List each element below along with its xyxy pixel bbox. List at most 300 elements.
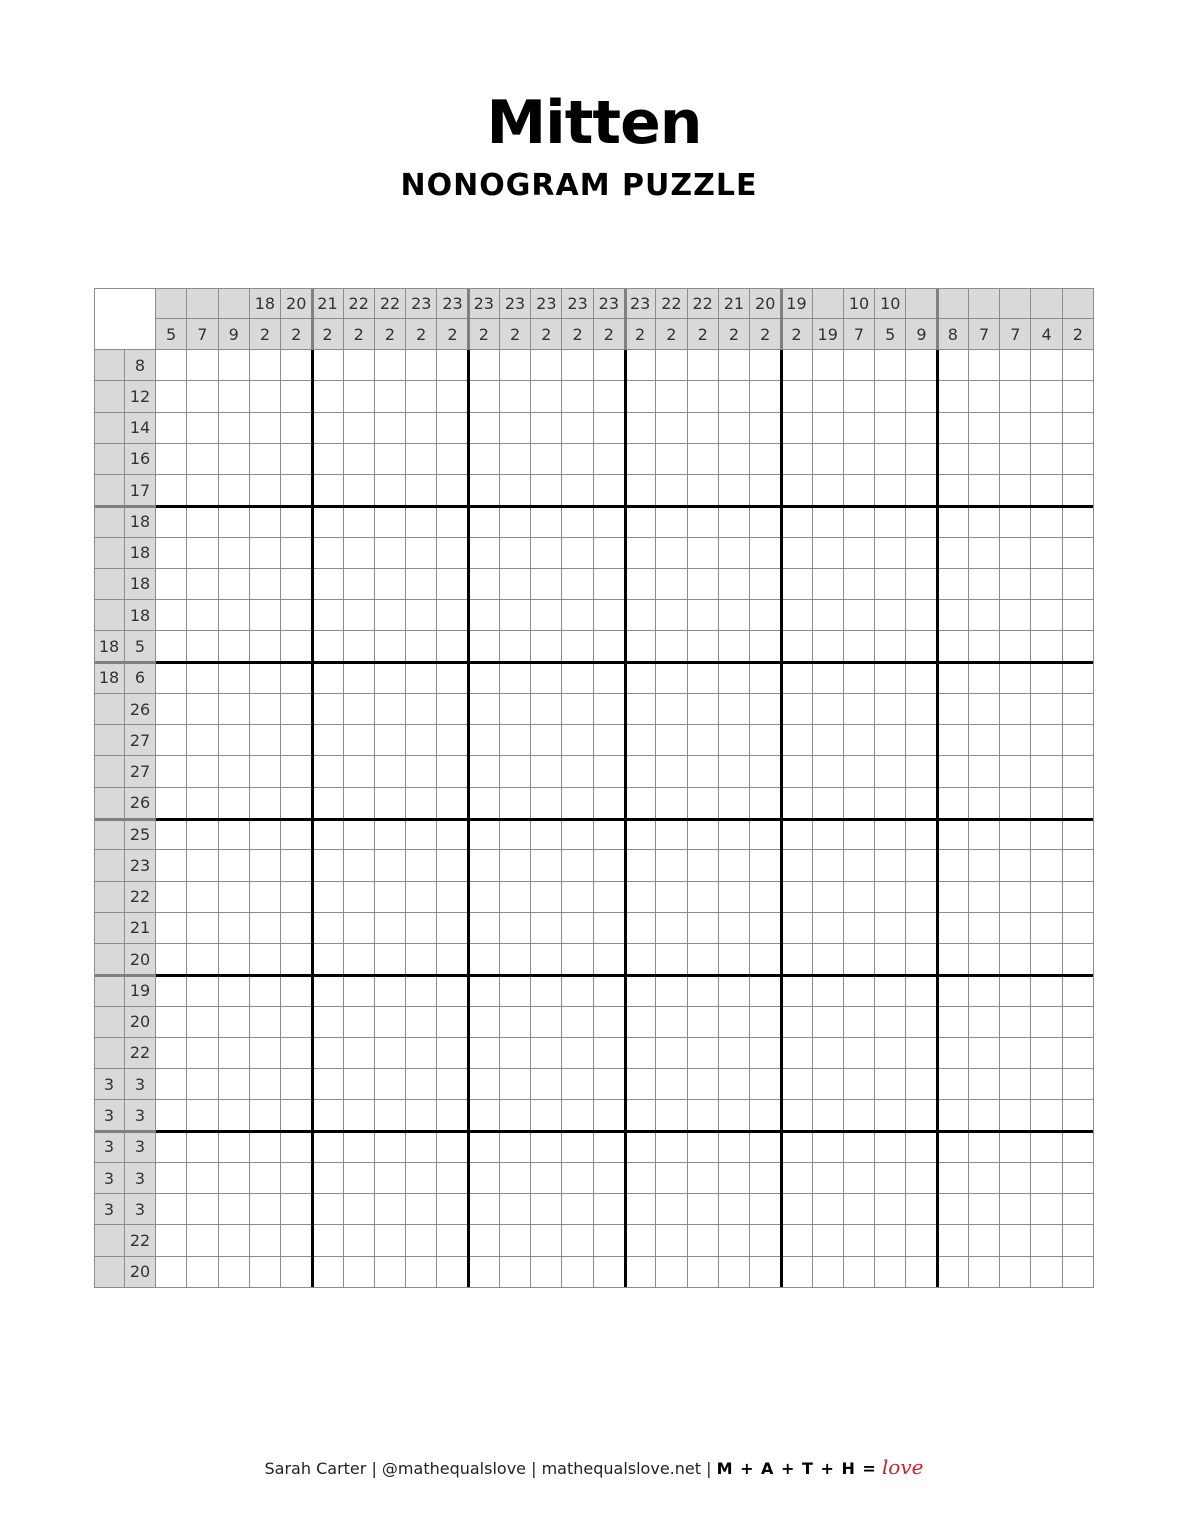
grid-cell[interactable] xyxy=(531,1194,562,1225)
grid-cell[interactable] xyxy=(531,381,562,412)
grid-cell[interactable] xyxy=(1000,1257,1031,1288)
grid-cell[interactable] xyxy=(437,944,468,975)
grid-cell[interactable] xyxy=(406,631,437,662)
grid-cell[interactable] xyxy=(562,850,593,881)
grid-cell[interactable] xyxy=(875,819,906,850)
grid-cell[interactable] xyxy=(719,819,750,850)
grid-cell[interactable] xyxy=(219,538,250,569)
grid-cell[interactable] xyxy=(688,350,719,381)
grid-cell[interactable] xyxy=(344,975,375,1006)
grid-cell[interactable] xyxy=(875,413,906,444)
grid-cell[interactable] xyxy=(1031,538,1062,569)
grid-cell[interactable] xyxy=(906,1132,937,1163)
grid-cell[interactable] xyxy=(312,1069,343,1100)
grid-cell[interactable] xyxy=(1000,944,1031,975)
grid-cell[interactable] xyxy=(1063,819,1094,850)
grid-cell[interactable] xyxy=(406,444,437,475)
grid-cell[interactable] xyxy=(844,788,875,819)
grid-cell[interactable] xyxy=(750,413,781,444)
grid-cell[interactable] xyxy=(1031,1225,1062,1256)
grid-cell[interactable] xyxy=(562,538,593,569)
grid-cell[interactable] xyxy=(531,1225,562,1256)
grid-cell[interactable] xyxy=(469,1163,500,1194)
grid-cell[interactable] xyxy=(719,975,750,1006)
grid-cell[interactable] xyxy=(1031,725,1062,756)
grid-cell[interactable] xyxy=(219,631,250,662)
grid-cell[interactable] xyxy=(750,1100,781,1131)
grid-cell[interactable] xyxy=(1031,1194,1062,1225)
grid-cell[interactable] xyxy=(1063,725,1094,756)
grid-cell[interactable] xyxy=(219,1132,250,1163)
grid-cell[interactable] xyxy=(969,538,1000,569)
grid-cell[interactable] xyxy=(656,944,687,975)
grid-cell[interactable] xyxy=(312,1100,343,1131)
grid-cell[interactable] xyxy=(906,663,937,694)
grid-cell[interactable] xyxy=(594,663,625,694)
grid-cell[interactable] xyxy=(375,850,406,881)
grid-cell[interactable] xyxy=(469,663,500,694)
grid-cell[interactable] xyxy=(719,850,750,881)
grid-cell[interactable] xyxy=(844,913,875,944)
grid-cell[interactable] xyxy=(906,788,937,819)
grid-cell[interactable] xyxy=(906,725,937,756)
grid-cell[interactable] xyxy=(875,1038,906,1069)
grid-cell[interactable] xyxy=(1031,819,1062,850)
grid-cell[interactable] xyxy=(625,381,656,412)
grid-cell[interactable] xyxy=(187,850,218,881)
grid-cell[interactable] xyxy=(281,975,312,1006)
grid-cell[interactable] xyxy=(938,381,969,412)
grid-cell[interactable] xyxy=(250,1038,281,1069)
grid-cell[interactable] xyxy=(719,413,750,444)
grid-cell[interactable] xyxy=(938,725,969,756)
grid-cell[interactable] xyxy=(844,1257,875,1288)
grid-cell[interactable] xyxy=(594,569,625,600)
grid-cell[interactable] xyxy=(625,631,656,662)
grid-cell[interactable] xyxy=(375,1225,406,1256)
grid-cell[interactable] xyxy=(219,663,250,694)
grid-cell[interactable] xyxy=(281,381,312,412)
grid-cell[interactable] xyxy=(656,882,687,913)
grid-cell[interactable] xyxy=(813,1100,844,1131)
grid-cell[interactable] xyxy=(625,819,656,850)
grid-cell[interactable] xyxy=(437,1038,468,1069)
grid-cell[interactable] xyxy=(500,913,531,944)
grid-cell[interactable] xyxy=(1031,413,1062,444)
grid-cell[interactable] xyxy=(469,1007,500,1038)
grid-cell[interactable] xyxy=(219,850,250,881)
grid-cell[interactable] xyxy=(219,1038,250,1069)
grid-cell[interactable] xyxy=(875,1007,906,1038)
grid-cell[interactable] xyxy=(719,506,750,537)
grid-cell[interactable] xyxy=(844,538,875,569)
grid-cell[interactable] xyxy=(969,1007,1000,1038)
grid-cell[interactable] xyxy=(344,1069,375,1100)
grid-cell[interactable] xyxy=(531,413,562,444)
grid-cell[interactable] xyxy=(938,850,969,881)
grid-cell[interactable] xyxy=(938,600,969,631)
grid-cell[interactable] xyxy=(875,381,906,412)
grid-cell[interactable] xyxy=(219,381,250,412)
grid-cell[interactable] xyxy=(156,819,187,850)
grid-cell[interactable] xyxy=(969,944,1000,975)
grid-cell[interactable] xyxy=(1063,1225,1094,1256)
grid-cell[interactable] xyxy=(500,444,531,475)
grid-cell[interactable] xyxy=(531,631,562,662)
grid-cell[interactable] xyxy=(1063,756,1094,787)
grid-cell[interactable] xyxy=(281,663,312,694)
grid-cell[interactable] xyxy=(312,1194,343,1225)
grid-cell[interactable] xyxy=(625,913,656,944)
grid-cell[interactable] xyxy=(375,475,406,506)
grid-cell[interactable] xyxy=(875,756,906,787)
grid-cell[interactable] xyxy=(1000,819,1031,850)
grid-cell[interactable] xyxy=(312,1163,343,1194)
grid-cell[interactable] xyxy=(250,1225,281,1256)
grid-cell[interactable] xyxy=(281,1194,312,1225)
grid-cell[interactable] xyxy=(500,1132,531,1163)
grid-cell[interactable] xyxy=(781,444,812,475)
grid-cell[interactable] xyxy=(500,882,531,913)
grid-cell[interactable] xyxy=(906,475,937,506)
grid-cell[interactable] xyxy=(156,1007,187,1038)
grid-cell[interactable] xyxy=(844,631,875,662)
grid-cell[interactable] xyxy=(750,788,781,819)
grid-cell[interactable] xyxy=(594,475,625,506)
grid-cell[interactable] xyxy=(187,1038,218,1069)
grid-cell[interactable] xyxy=(1031,913,1062,944)
grid-cell[interactable] xyxy=(219,975,250,1006)
grid-cell[interactable] xyxy=(1063,975,1094,1006)
grid-cell[interactable] xyxy=(437,444,468,475)
grid-cell[interactable] xyxy=(656,350,687,381)
grid-cell[interactable] xyxy=(813,600,844,631)
grid-cell[interactable] xyxy=(406,975,437,1006)
grid-cell[interactable] xyxy=(250,944,281,975)
grid-cell[interactable] xyxy=(875,913,906,944)
grid-cell[interactable] xyxy=(906,538,937,569)
grid-cell[interactable] xyxy=(312,506,343,537)
grid-cell[interactable] xyxy=(406,663,437,694)
grid-cell[interactable] xyxy=(281,1100,312,1131)
grid-cell[interactable] xyxy=(344,788,375,819)
grid-cell[interactable] xyxy=(719,1194,750,1225)
grid-cell[interactable] xyxy=(562,725,593,756)
grid-cell[interactable] xyxy=(969,506,1000,537)
grid-cell[interactable] xyxy=(813,350,844,381)
grid-cell[interactable] xyxy=(781,381,812,412)
grid-cell[interactable] xyxy=(1000,788,1031,819)
grid-cell[interactable] xyxy=(187,538,218,569)
grid-cell[interactable] xyxy=(250,756,281,787)
grid-cell[interactable] xyxy=(281,913,312,944)
grid-cell[interactable] xyxy=(875,475,906,506)
grid-cell[interactable] xyxy=(594,1132,625,1163)
grid-cell[interactable] xyxy=(750,850,781,881)
grid-cell[interactable] xyxy=(969,913,1000,944)
grid-cell[interactable] xyxy=(375,694,406,725)
grid-cell[interactable] xyxy=(437,663,468,694)
grid-cell[interactable] xyxy=(938,631,969,662)
grid-cell[interactable] xyxy=(500,725,531,756)
grid-cell[interactable] xyxy=(437,1132,468,1163)
grid-cell[interactable] xyxy=(844,413,875,444)
grid-cell[interactable] xyxy=(531,663,562,694)
grid-cell[interactable] xyxy=(969,631,1000,662)
grid-cell[interactable] xyxy=(406,694,437,725)
grid-cell[interactable] xyxy=(813,1007,844,1038)
grid-cell[interactable] xyxy=(1031,975,1062,1006)
grid-cell[interactable] xyxy=(156,1132,187,1163)
grid-cell[interactable] xyxy=(250,631,281,662)
grid-cell[interactable] xyxy=(156,756,187,787)
grid-cell[interactable] xyxy=(1063,788,1094,819)
grid-cell[interactable] xyxy=(938,944,969,975)
grid-cell[interactable] xyxy=(625,944,656,975)
grid-cell[interactable] xyxy=(500,569,531,600)
grid-cell[interactable] xyxy=(656,788,687,819)
grid-cell[interactable] xyxy=(1063,1194,1094,1225)
grid-cell[interactable] xyxy=(656,850,687,881)
grid-cell[interactable] xyxy=(531,444,562,475)
grid-cell[interactable] xyxy=(1000,1100,1031,1131)
grid-cell[interactable] xyxy=(469,1194,500,1225)
grid-cell[interactable] xyxy=(938,694,969,725)
grid-cell[interactable] xyxy=(719,756,750,787)
grid-cell[interactable] xyxy=(719,631,750,662)
grid-cell[interactable] xyxy=(750,725,781,756)
grid-cell[interactable] xyxy=(1000,1132,1031,1163)
grid-cell[interactable] xyxy=(562,694,593,725)
grid-cell[interactable] xyxy=(281,1225,312,1256)
grid-cell[interactable] xyxy=(1063,600,1094,631)
grid-cell[interactable] xyxy=(781,756,812,787)
grid-cell[interactable] xyxy=(312,1132,343,1163)
grid-cell[interactable] xyxy=(219,1100,250,1131)
grid-cell[interactable] xyxy=(719,444,750,475)
grid-cell[interactable] xyxy=(1063,913,1094,944)
grid-cell[interactable] xyxy=(344,1163,375,1194)
grid-cell[interactable] xyxy=(656,569,687,600)
grid-cell[interactable] xyxy=(844,444,875,475)
grid-cell[interactable] xyxy=(906,350,937,381)
grid-cell[interactable] xyxy=(781,1257,812,1288)
grid-cell[interactable] xyxy=(969,600,1000,631)
grid-cell[interactable] xyxy=(437,788,468,819)
grid-cell[interactable] xyxy=(875,444,906,475)
grid-cell[interactable] xyxy=(813,725,844,756)
grid-cell[interactable] xyxy=(312,694,343,725)
grid-cell[interactable] xyxy=(281,882,312,913)
grid-cell[interactable] xyxy=(469,1257,500,1288)
grid-cell[interactable] xyxy=(281,756,312,787)
grid-cell[interactable] xyxy=(688,1257,719,1288)
grid-cell[interactable] xyxy=(969,569,1000,600)
grid-cell[interactable] xyxy=(781,1069,812,1100)
grid-cell[interactable] xyxy=(781,413,812,444)
grid-cell[interactable] xyxy=(375,600,406,631)
grid-cell[interactable] xyxy=(281,1163,312,1194)
grid-cell[interactable] xyxy=(406,1225,437,1256)
grid-cell[interactable] xyxy=(1063,413,1094,444)
grid-cell[interactable] xyxy=(156,1163,187,1194)
grid-cell[interactable] xyxy=(1031,1163,1062,1194)
grid-cell[interactable] xyxy=(219,413,250,444)
grid-cell[interactable] xyxy=(750,538,781,569)
grid-cell[interactable] xyxy=(375,444,406,475)
grid-cell[interactable] xyxy=(969,1038,1000,1069)
grid-cell[interactable] xyxy=(437,538,468,569)
grid-cell[interactable] xyxy=(750,819,781,850)
grid-cell[interactable] xyxy=(312,913,343,944)
grid-cell[interactable] xyxy=(844,381,875,412)
grid-cell[interactable] xyxy=(531,694,562,725)
grid-cell[interactable] xyxy=(1000,850,1031,881)
grid-cell[interactable] xyxy=(250,1163,281,1194)
grid-cell[interactable] xyxy=(281,444,312,475)
grid-cell[interactable] xyxy=(531,913,562,944)
grid-cell[interactable] xyxy=(969,350,1000,381)
grid-cell[interactable] xyxy=(813,1038,844,1069)
grid-cell[interactable] xyxy=(156,850,187,881)
grid-cell[interactable] xyxy=(375,1007,406,1038)
grid-cell[interactable] xyxy=(187,475,218,506)
grid-cell[interactable] xyxy=(219,475,250,506)
grid-cell[interactable] xyxy=(594,756,625,787)
grid-cell[interactable] xyxy=(156,725,187,756)
grid-cell[interactable] xyxy=(1000,1069,1031,1100)
grid-cell[interactable] xyxy=(250,413,281,444)
grid-cell[interactable] xyxy=(719,350,750,381)
grid-cell[interactable] xyxy=(281,694,312,725)
grid-cell[interactable] xyxy=(594,538,625,569)
grid-cell[interactable] xyxy=(406,600,437,631)
grid-cell[interactable] xyxy=(156,1194,187,1225)
grid-cell[interactable] xyxy=(844,475,875,506)
grid-cell[interactable] xyxy=(281,944,312,975)
grid-cell[interactable] xyxy=(187,788,218,819)
grid-cell[interactable] xyxy=(187,725,218,756)
grid-cell[interactable] xyxy=(844,1100,875,1131)
grid-cell[interactable] xyxy=(344,413,375,444)
grid-cell[interactable] xyxy=(875,1132,906,1163)
grid-cell[interactable] xyxy=(219,1069,250,1100)
grid-cell[interactable] xyxy=(344,913,375,944)
grid-cell[interactable] xyxy=(531,756,562,787)
grid-cell[interactable] xyxy=(469,631,500,662)
grid-cell[interactable] xyxy=(625,882,656,913)
grid-cell[interactable] xyxy=(750,882,781,913)
grid-cell[interactable] xyxy=(312,882,343,913)
grid-cell[interactable] xyxy=(437,381,468,412)
grid-cell[interactable] xyxy=(750,1069,781,1100)
grid-cell[interactable] xyxy=(1063,475,1094,506)
grid-cell[interactable] xyxy=(938,788,969,819)
grid-cell[interactable] xyxy=(656,1225,687,1256)
grid-cell[interactable] xyxy=(688,569,719,600)
grid-cell[interactable] xyxy=(969,694,1000,725)
grid-cell[interactable] xyxy=(375,819,406,850)
grid-cell[interactable] xyxy=(906,1225,937,1256)
grid-cell[interactable] xyxy=(219,350,250,381)
grid-cell[interactable] xyxy=(219,600,250,631)
grid-cell[interactable] xyxy=(344,663,375,694)
grid-cell[interactable] xyxy=(875,1163,906,1194)
grid-cell[interactable] xyxy=(156,350,187,381)
grid-cell[interactable] xyxy=(250,1007,281,1038)
grid-cell[interactable] xyxy=(281,600,312,631)
grid-cell[interactable] xyxy=(844,350,875,381)
grid-cell[interactable] xyxy=(406,819,437,850)
grid-cell[interactable] xyxy=(531,975,562,1006)
grid-cell[interactable] xyxy=(312,725,343,756)
grid-cell[interactable] xyxy=(625,1132,656,1163)
grid-cell[interactable] xyxy=(938,506,969,537)
grid-cell[interactable] xyxy=(250,913,281,944)
grid-cell[interactable] xyxy=(719,600,750,631)
grid-cell[interactable] xyxy=(562,913,593,944)
grid-cell[interactable] xyxy=(781,350,812,381)
grid-cell[interactable] xyxy=(656,1132,687,1163)
grid-cell[interactable] xyxy=(844,1194,875,1225)
grid-cell[interactable] xyxy=(250,663,281,694)
grid-cell[interactable] xyxy=(187,882,218,913)
grid-cell[interactable] xyxy=(688,725,719,756)
grid-cell[interactable] xyxy=(656,600,687,631)
grid-cell[interactable] xyxy=(437,975,468,1006)
grid-cell[interactable] xyxy=(938,569,969,600)
grid-cell[interactable] xyxy=(594,882,625,913)
grid-cell[interactable] xyxy=(156,444,187,475)
grid-cell[interactable] xyxy=(312,538,343,569)
grid-cell[interactable] xyxy=(875,350,906,381)
grid-cell[interactable] xyxy=(906,506,937,537)
grid-cell[interactable] xyxy=(406,756,437,787)
grid-cell[interactable] xyxy=(375,1163,406,1194)
grid-cell[interactable] xyxy=(187,1100,218,1131)
grid-cell[interactable] xyxy=(250,600,281,631)
grid-cell[interactable] xyxy=(437,413,468,444)
grid-cell[interactable] xyxy=(437,1007,468,1038)
grid-cell[interactable] xyxy=(531,1100,562,1131)
grid-cell[interactable] xyxy=(688,788,719,819)
grid-cell[interactable] xyxy=(844,663,875,694)
grid-cell[interactable] xyxy=(688,1194,719,1225)
grid-cell[interactable] xyxy=(187,1257,218,1288)
grid-cell[interactable] xyxy=(750,756,781,787)
grid-cell[interactable] xyxy=(813,475,844,506)
grid-cell[interactable] xyxy=(219,788,250,819)
grid-cell[interactable] xyxy=(500,944,531,975)
grid-cell[interactable] xyxy=(1000,694,1031,725)
grid-cell[interactable] xyxy=(594,913,625,944)
grid-cell[interactable] xyxy=(688,506,719,537)
grid-cell[interactable] xyxy=(906,381,937,412)
grid-cell[interactable] xyxy=(656,694,687,725)
grid-cell[interactable] xyxy=(625,1194,656,1225)
grid-cell[interactable] xyxy=(187,350,218,381)
grid-cell[interactable] xyxy=(1000,663,1031,694)
grid-cell[interactable] xyxy=(656,1069,687,1100)
grid-cell[interactable] xyxy=(469,788,500,819)
grid-cell[interactable] xyxy=(781,882,812,913)
grid-cell[interactable] xyxy=(250,694,281,725)
grid-cell[interactable] xyxy=(281,538,312,569)
grid-cell[interactable] xyxy=(781,1132,812,1163)
grid-cell[interactable] xyxy=(344,1100,375,1131)
grid-cell[interactable] xyxy=(500,788,531,819)
grid-cell[interactable] xyxy=(312,756,343,787)
